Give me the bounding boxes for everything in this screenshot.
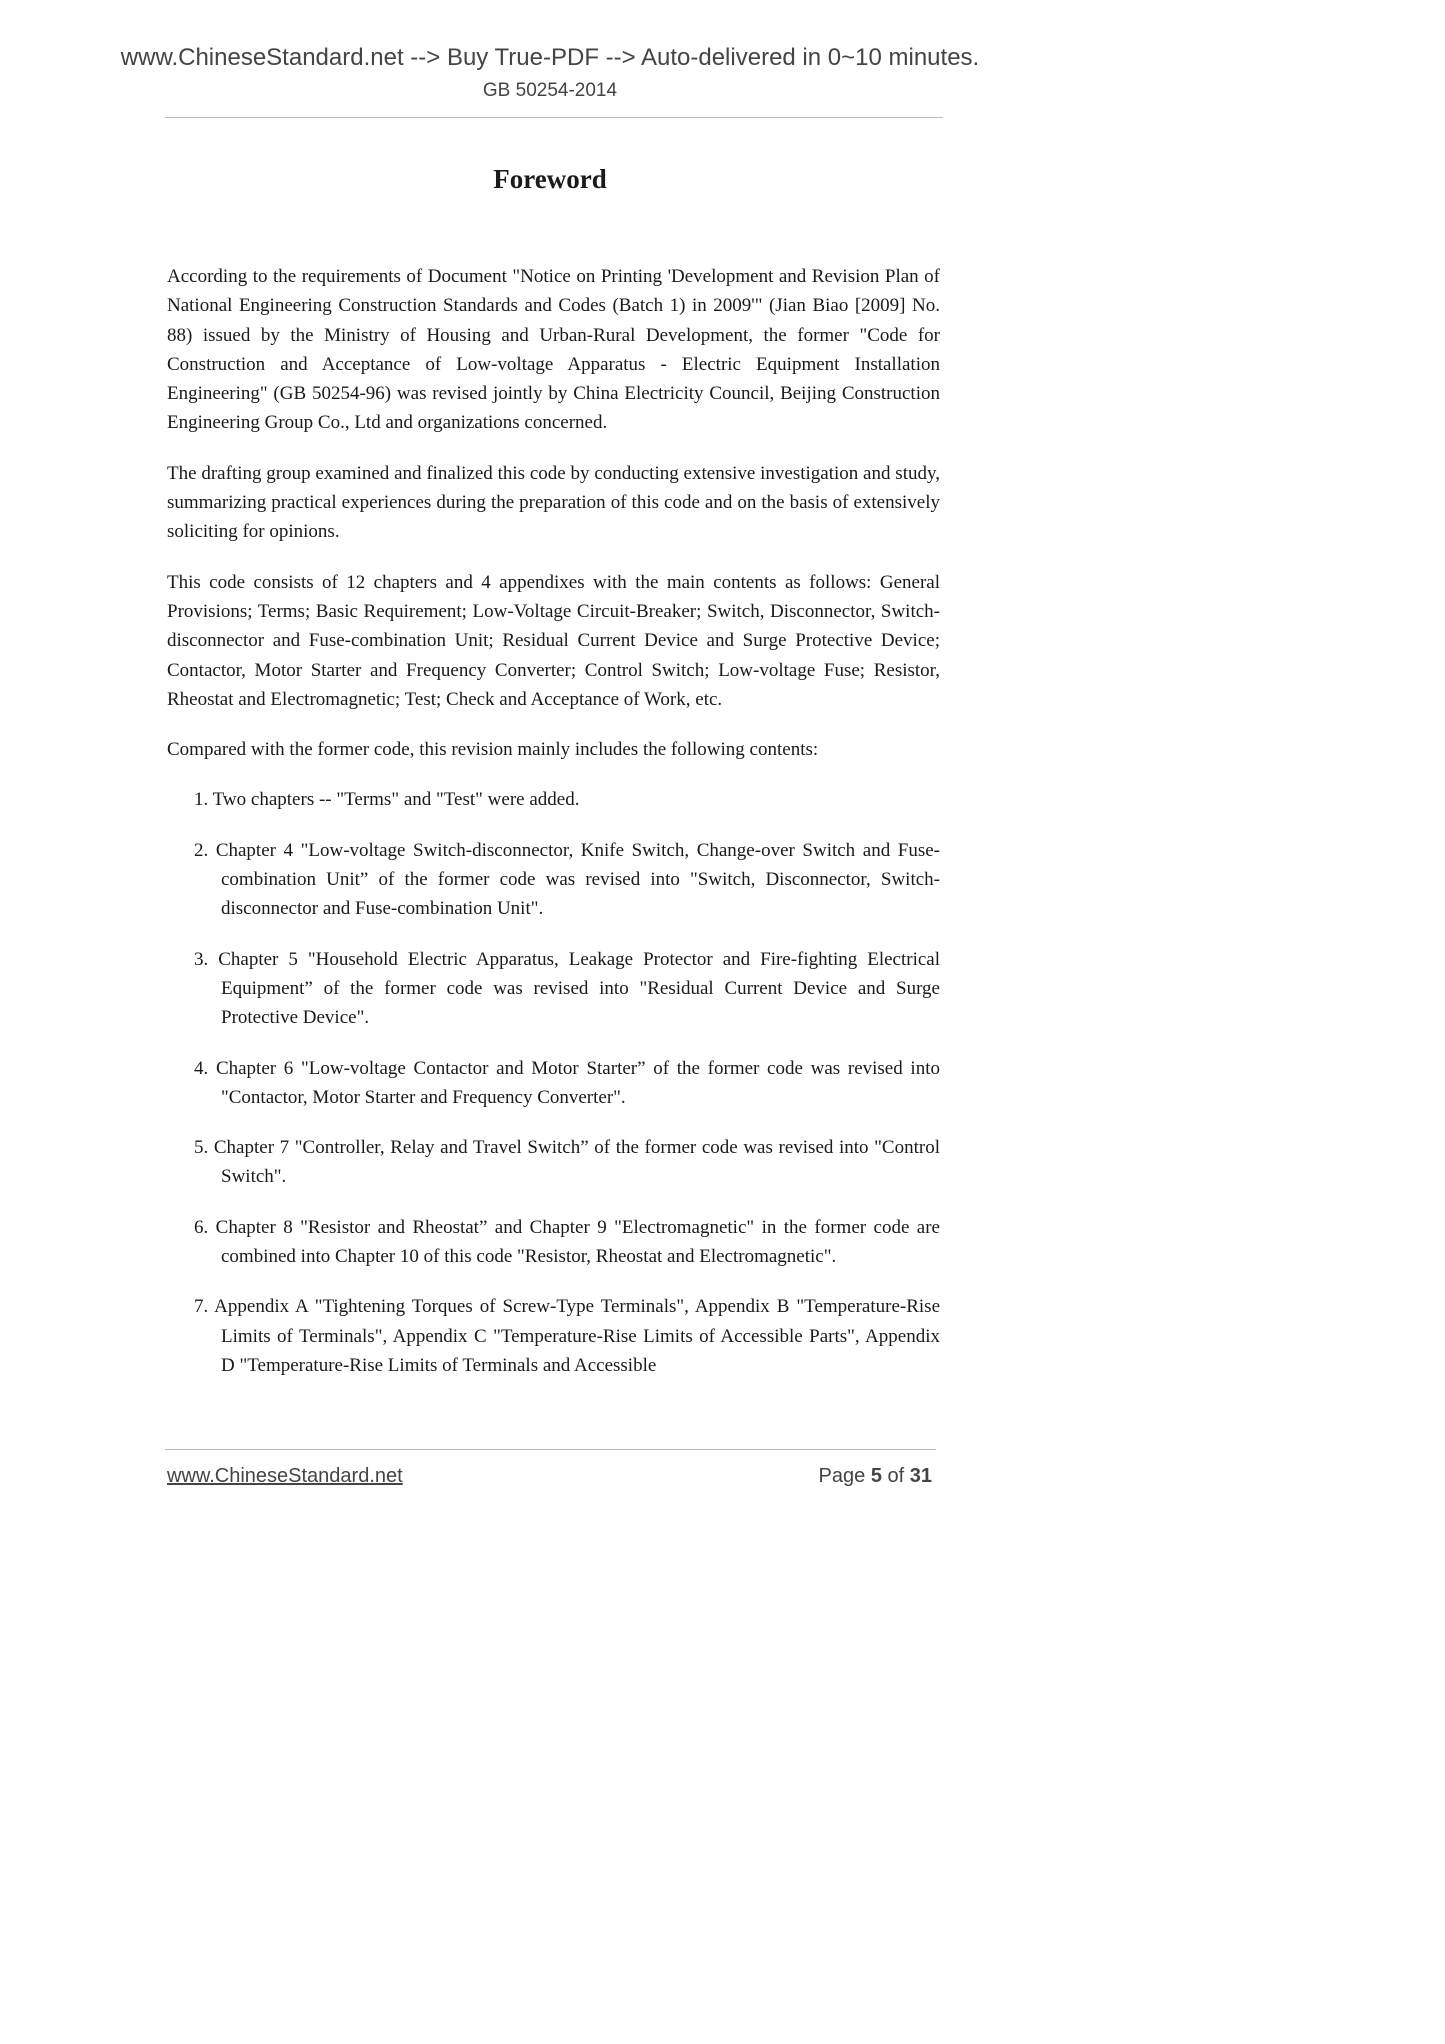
list-item: 7. Appendix A "Tightening Torques of Screw-Type Terminals", Appendix B "Temperature-Rise Limits of Terminals", Appendix C "Temperature-Rise Limits of Accessible Parts", Appendix D "Temperature-Rise Limits of Terminals and Accessible xyxy=(194,1296,940,1376)
paragraph: According to the requirements of Document "Notice on Printing 'Development and Revision Plan of National Engineering Construction Standards and Codes (Batch 1) in 2009'" (Jian Biao [2009] No. 88) issued by the Ministry of Housing and Urban-Rural Development, the former "Code for Construction and Acceptance of Low-voltage Apparatus - Electric Equipment Installation Engineering" (GB 50254-96) was revised jointly by China Electricity Council, Beijing Construction Engineering Group Co., Ltd and organizations concerned. xyxy=(167,266,940,434)
paragraph: Compared with the former code, this revision mainly includes the following contents: xyxy=(167,739,819,761)
page-title: Foreword xyxy=(493,164,607,194)
paragraph: This code consists of 12 chapters and 4 appendixes with the main contents as follows: General Provisions; Terms; Basic Requirement; Low-Voltage Circuit-Breaker; Switch, Disconnector, Switch-disconnector and Fuse-combination Unit; Residual Current Device and Surge Protective Device; Contactor, Motor Starter and Frequency Converter; Control Switch; Low-voltage Fuse; Resistor, Rheostat and Electromagnetic; Test; Check and Acceptance of Work, etc. xyxy=(167,571,940,710)
list-item: 4. Chapter 6 "Low-voltage Contactor and Motor Starter” of the former code was revised into "Contactor, Motor Starter and Frequency Converter". xyxy=(194,1057,940,1108)
footer-divider xyxy=(165,1449,936,1450)
page-prefix: Page xyxy=(818,1465,866,1487)
page-of: of xyxy=(887,1465,905,1487)
header-banner: www.ChineseStandard.net --> Buy True-PDF --> Auto-delivered in 0~10 minutes. xyxy=(120,44,980,71)
page-current: 5 xyxy=(870,1465,882,1487)
header-divider xyxy=(165,117,943,118)
document-body xyxy=(167,262,940,1380)
list-item: 3. Chapter 5 "Household Electric Apparatus, Leakage Protector and Fire-fighting Electrical Equipment” of the former code was revised into "Residual Current Device and Surge Protective Device". xyxy=(194,948,940,1029)
list-item: 5. Chapter 7 "Controller, Relay and Travel Switch” of the former code was revised into "Control Switch". xyxy=(194,1137,940,1188)
revision-list xyxy=(167,785,940,1380)
footer-site-link[interactable]: www.ChineseStandard.net xyxy=(167,1465,403,1487)
list-item: 1. Two chapters -- "Terms" and "Test" were added. xyxy=(194,789,580,811)
paragraph: The drafting group examined and finalized this code by conducting extensive investigation and study, summarizing practical experiences during the preparation of this code and on the basis of extensively soliciting for opinions. xyxy=(167,462,940,543)
page-total: 31 xyxy=(909,1465,932,1487)
standard-code: GB 50254-2014 xyxy=(482,80,618,101)
page-number xyxy=(819,1465,932,1488)
list-item: 2. Chapter 4 "Low-voltage Switch-disconnector, Knife Switch, Change-over Switch and Fuse-combination Unit” of the former code was revised into "Switch, Disconnector, Switch-disconnector and Fuse-combination Unit". xyxy=(194,839,940,920)
list-item: 6. Chapter 8 "Resistor and Rheostat” and Chapter 9 "Electromagnetic" in the former code are combined into Chapter 10 of this code "Resistor, Rheostat and Electromagnetic". xyxy=(194,1216,940,1268)
